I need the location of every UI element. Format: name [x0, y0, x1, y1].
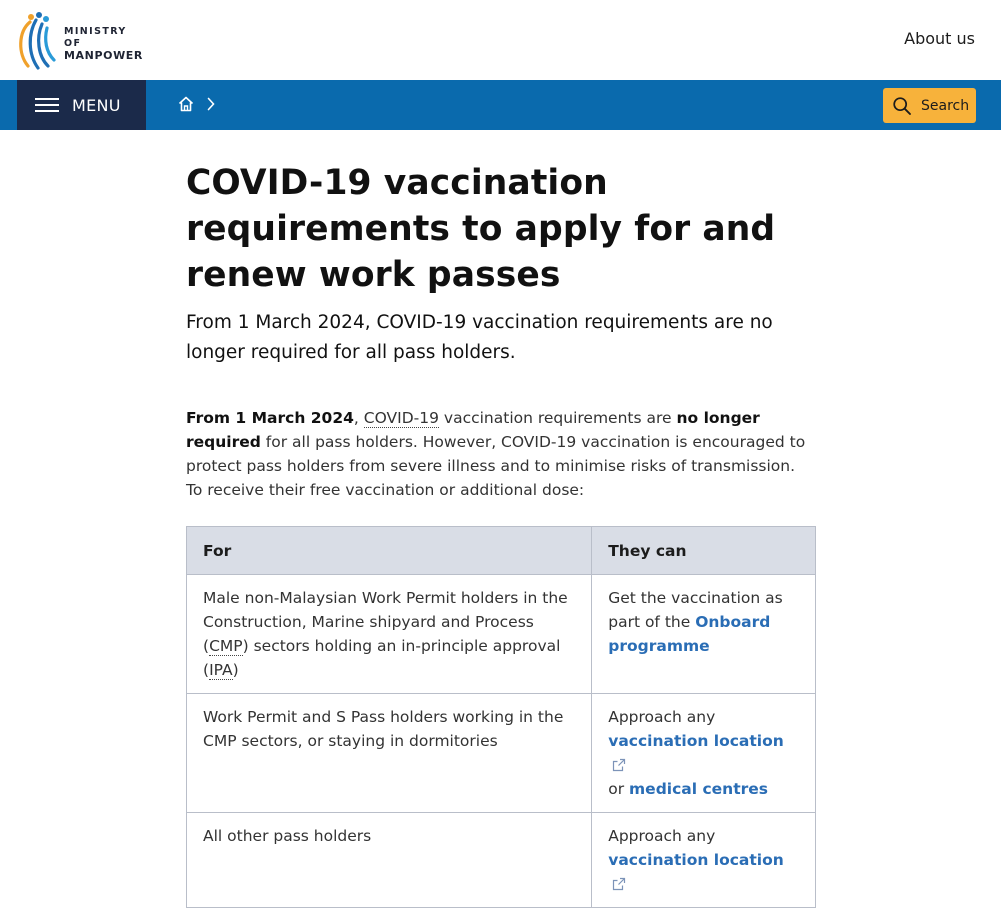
row3-for: All other pass holders — [187, 813, 592, 908]
row1-for-text-a: Male non-Malaysian Work Permit holders in the Construction, Marine shipyard and Process ( — [203, 589, 568, 655]
external-link-icon — [612, 877, 626, 891]
intro-date: From 1 March 2024 — [186, 409, 354, 427]
vaccination-location-label: vaccination location — [608, 732, 784, 750]
vaccination-location-link[interactable] — [608, 851, 784, 869]
logo-mark-icon — [16, 10, 64, 72]
row2-can-text: Approach any — [608, 708, 716, 726]
main-content — [186, 160, 818, 908]
onboard-programme-link[interactable]: Onboard programme — [608, 613, 771, 655]
menu-label: MENU — [72, 95, 121, 115]
search-icon — [892, 96, 912, 116]
covid-abbr[interactable]: COVID-19 — [363, 409, 439, 427]
requirements-table — [186, 526, 816, 908]
table-row — [187, 694, 816, 813]
table-header-row — [187, 527, 816, 575]
logo-text — [64, 26, 146, 62]
row2-can — [592, 694, 816, 813]
table-row — [187, 813, 816, 908]
row3-can-text: Approach any — [608, 827, 716, 845]
row3-can — [592, 813, 816, 908]
search-label: Search — [921, 97, 970, 114]
header-they-can: They can — [592, 527, 816, 575]
intro-mid: vaccination requirements are — [438, 409, 677, 427]
site-header — [0, 0, 1001, 80]
chevron-right-icon — [206, 96, 216, 112]
page-lead: From 1 March 2024, COVID-19 vaccination requirements are no longer required for all pass holders. — [186, 312, 773, 363]
row2-or-text: or — [608, 780, 630, 798]
about-us-link[interactable]: About us — [904, 29, 975, 48]
external-link-icon — [612, 758, 626, 772]
vaccination-location-link[interactable] — [608, 732, 784, 750]
logo-line1: MINISTRY OF — [64, 26, 127, 49]
medical-centres-link[interactable]: medical centres — [629, 780, 768, 798]
row1-for — [187, 575, 592, 694]
mom-logo[interactable] — [16, 10, 146, 72]
row1-for-text-b: ) sectors holding an in-principle approval ( — [203, 637, 561, 679]
ipa-abbr[interactable]: IPA — [209, 661, 233, 679]
row1-can — [592, 575, 816, 694]
row2-for: Work Permit and S Pass holders working in the CMP sectors, or staying in dormitories — [187, 694, 592, 813]
row1-for-text-c: ) — [232, 661, 239, 679]
cmp-abbr[interactable]: CMP — [209, 637, 243, 655]
logo-line2: MANPOWER — [64, 49, 143, 62]
menu-button[interactable] — [17, 80, 146, 130]
home-icon[interactable] — [178, 95, 194, 113]
header-for: For — [187, 527, 592, 575]
intro-bold: no longer required — [186, 409, 760, 451]
search-button[interactable] — [883, 88, 976, 123]
page-title: COVID-19 vaccination requirements to apply for and renew work passes — [186, 163, 776, 295]
breadcrumb — [178, 95, 216, 113]
intro-comma: , — [353, 409, 359, 427]
hamburger-icon — [35, 98, 59, 112]
vaccination-location-label: vaccination location — [608, 851, 784, 869]
intro-rest: for all pass holders. However, COVID-19 vaccination is encouraged to protect pass holders from severe illness and to minimise risks of transmission. To receive their free vaccination or additional dose: — [186, 433, 806, 499]
table-row — [187, 575, 816, 694]
intro-paragraph — [186, 406, 806, 502]
row1-can-text: Get the vaccination as part of the — [608, 589, 783, 631]
nav-bar — [0, 80, 1001, 130]
